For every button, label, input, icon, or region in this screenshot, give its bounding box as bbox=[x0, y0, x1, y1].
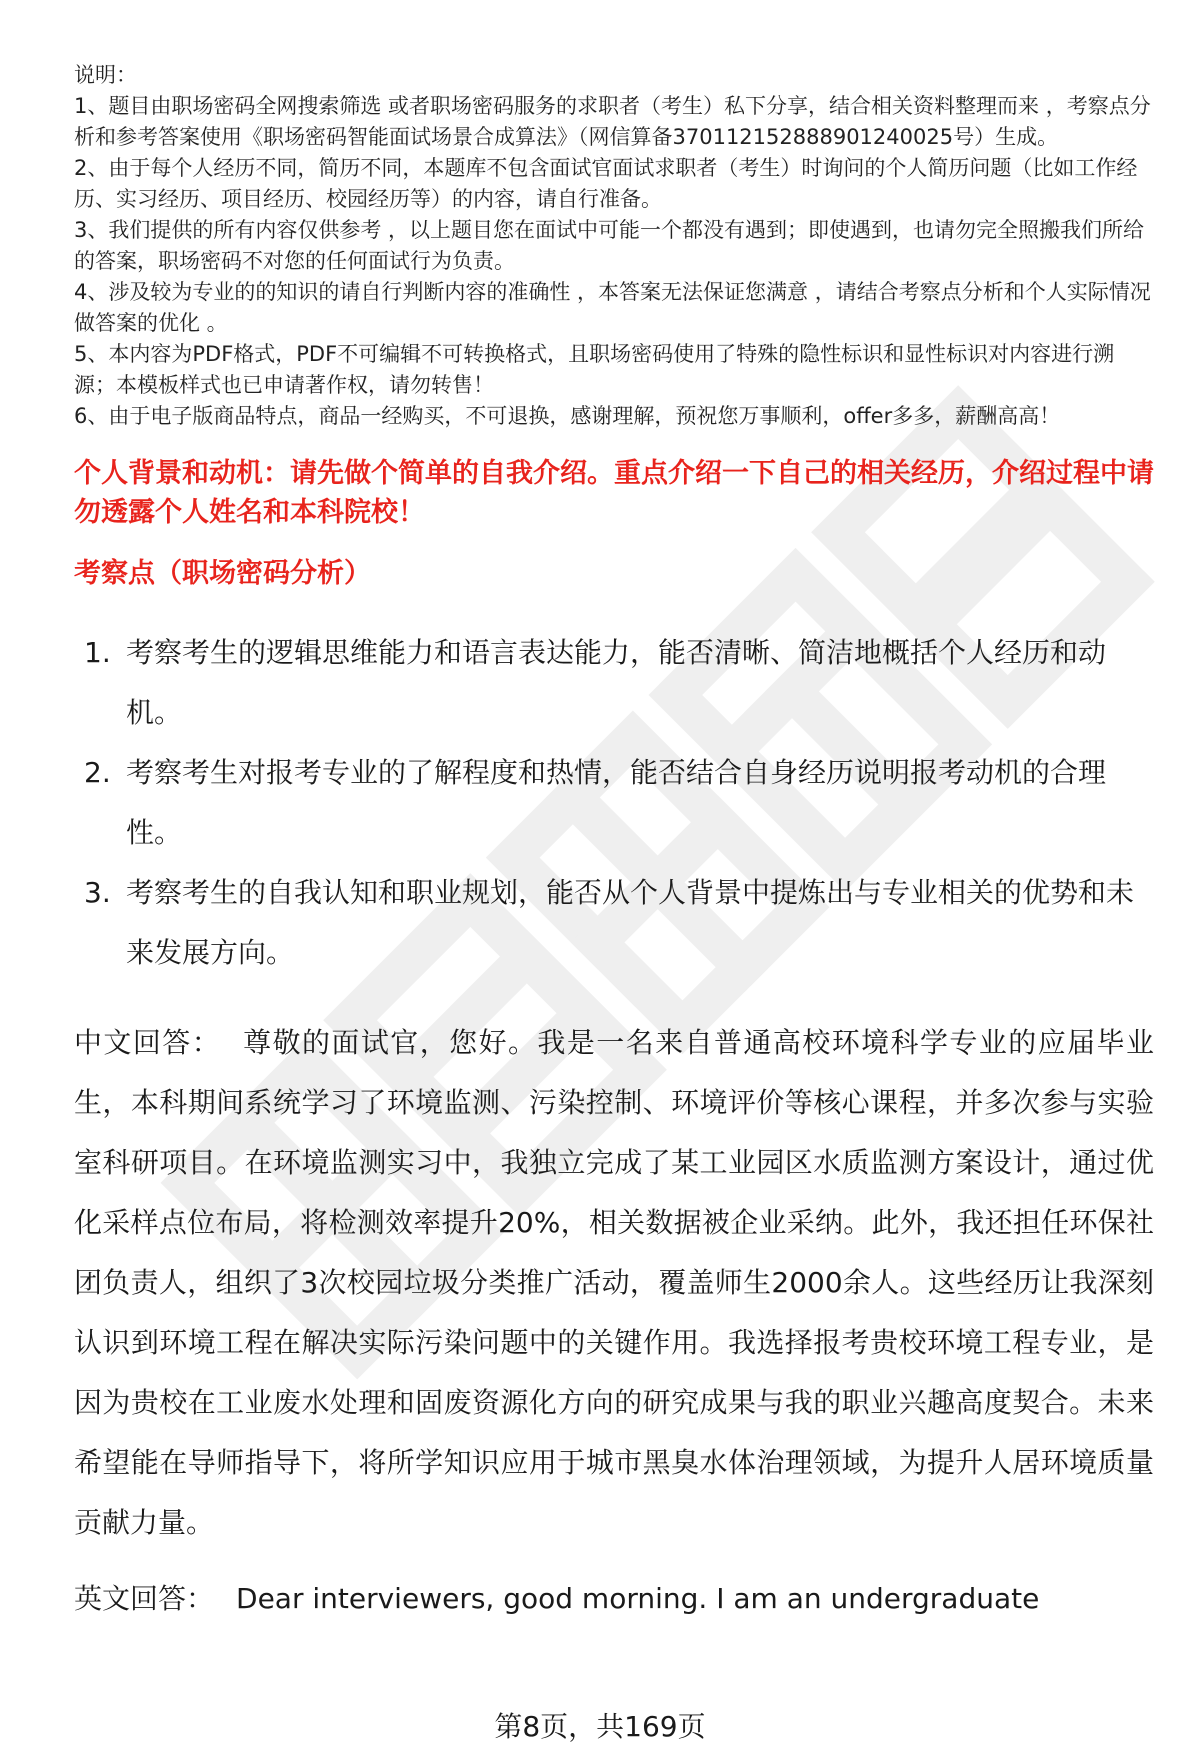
question-title: 个人背景和动机：请先做个简单的自我介绍。重点介绍一下自己的相关经历，介绍过程中请勿透露个人姓名和本科院校！ bbox=[74, 458, 1154, 528]
notice-item-6: 6、由于电子版商品特点，商品一经购买，不可退换，感谢理解，预祝您万事顺利，offer多多，薪酬高高！ bbox=[74, 404, 1061, 428]
notice-item-2: 2、由于每个人经历不同，简历不同，本题库不包含面试官面试求职者（考生）时询问的个人简历问题（比如工作经历、实习经历、项目经历、校园经历等）的内容，请自行准备。 bbox=[74, 156, 1138, 211]
answer-english-label: 英文回答： bbox=[74, 1582, 215, 1615]
list-item-text: 考察考生的自我认知和职业规划，能否从个人背景中提炼出与专业相关的优势和未来发展方向。 bbox=[126, 876, 1135, 969]
document-page bbox=[74, 60, 1154, 1619]
answer-chinese bbox=[74, 1013, 1154, 1553]
answer-chinese-label: 中文回答： bbox=[74, 1026, 222, 1059]
list-item-number: 2. bbox=[84, 756, 111, 789]
answer-english-text: Dear interviewers, good morning. I am an undergraduate bbox=[236, 1582, 1040, 1615]
notice-item-4: 4、涉及较为专业的的知识的请自行判断内容的准确性 ，本答案无法保证您满意 ，请结合考察点分析和个人实际情况做答案的优化 。 bbox=[74, 280, 1151, 335]
list-item bbox=[74, 863, 1154, 983]
notice-title: 说明： bbox=[74, 63, 137, 87]
list-item bbox=[74, 743, 1154, 863]
notice-item-1: 1、题目由职场密码全网搜索筛选 或者职场密码服务的求职者（考生）私下分享，结合相关资料整理而来 ，考察点分析和参考答案使用《职场密码智能面试场景合成算法》（网信算备370112152888901240025号）生成。 bbox=[74, 94, 1151, 149]
list-item-number: 1. bbox=[84, 636, 111, 669]
answer-chinese-text: 尊敬的面试官，您好。我是一名来自普通高校环境科学专业的应届毕业生，本科期间系统学习了环境监测、污染控制、环境评价等核心课程，并多次参与实验室科研项目。在环境监测实习中，我独立完成了某工业园区水质监测方案设计，通过优化采样点位布局，将检测效率提升20%，相关数据被企业采纳。此外，我还担任环保社团负责人，组织了3次校园垃圾分类推广活动，覆盖师生2000余人。这些经历让我深刻认识到环境工程在解决实际污染问题中的关键作用。我选择报考贵校环境工程专业，是因为贵校在工业废水处理和固废资源化方向的研究成果与我的职业兴趣高度契合。未来希望能在导师指导下，将所学知识应用于城市黑臭水体治理领域，为提升人居环境质量贡献力量。 bbox=[74, 1026, 1154, 1539]
page-number: 第8页，共169页 bbox=[494, 1710, 706, 1743]
list-item-number: 3. bbox=[84, 876, 111, 909]
answer-english bbox=[74, 1579, 1154, 1619]
notice-item-3: 3、我们提供的所有内容仅供参考 ，以上题目您在面试中可能一个都没有遇到；即使遇到，也请勿完全照搬我们所给的答案，职场密码不对您的任何面试行为负责。 bbox=[74, 218, 1145, 273]
points-heading: 考察点（职场密码分析） bbox=[74, 558, 371, 589]
notice-item-5: 5、本内容为PDF格式，PDF不可编辑不可转换格式，且职场密码使用了特殊的隐性标识和显性标识对内容进行溯源；本模板样式也已申请著作权，请勿转售！ bbox=[74, 342, 1115, 397]
points-list bbox=[74, 623, 1154, 983]
list-item bbox=[74, 623, 1154, 743]
list-item-text: 考察考生对报考专业的了解程度和热情，能否结合自身经历说明报考动机的合理性。 bbox=[126, 756, 1107, 849]
notice-block bbox=[74, 60, 1154, 432]
list-item-text: 考察考生的逻辑思维能力和语言表达能力，能否清晰、简洁地概括个人经历和动机。 bbox=[126, 636, 1107, 729]
